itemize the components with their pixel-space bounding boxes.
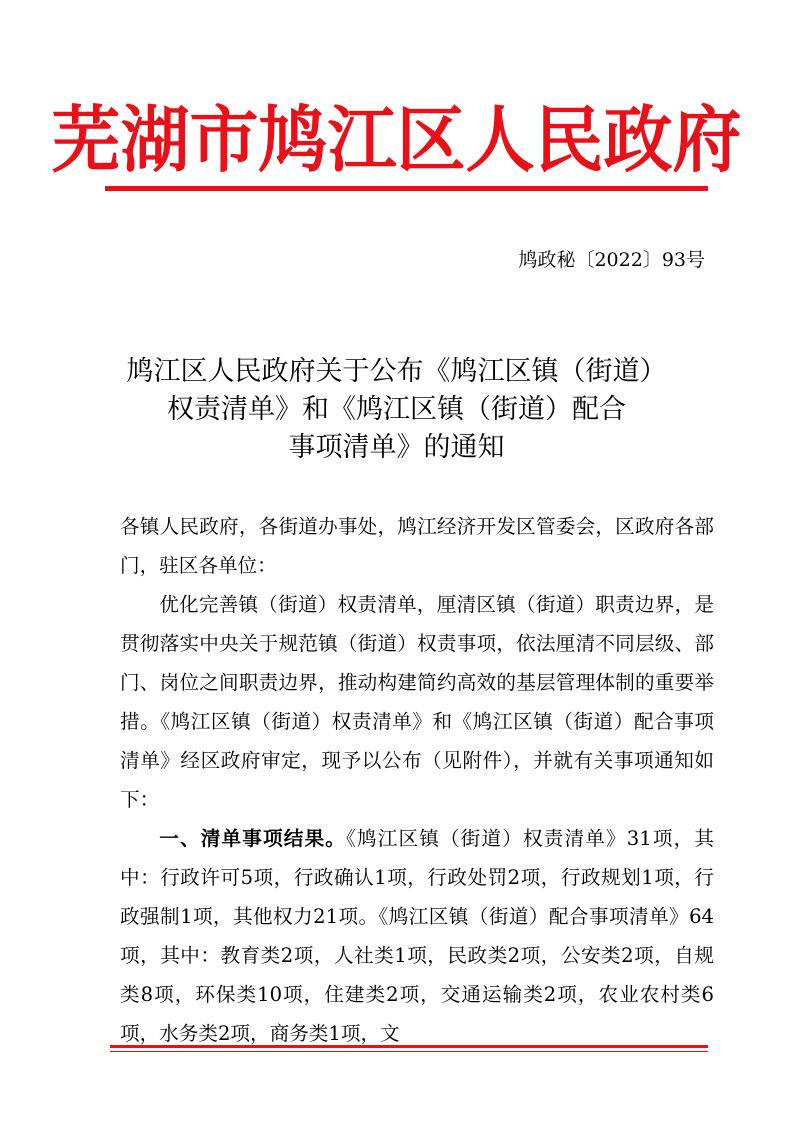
title-line-1: 鸠江区人民政府关于公布《鸠江区镇（街道）	[126, 356, 667, 387]
footer-red-line-thick	[110, 1045, 708, 1048]
footer-red-separator	[110, 1045, 708, 1052]
issuing-authority-name: 芜湖市鸠江区人民政府	[51, 99, 742, 183]
title-line-2: 权责清单》和《鸠江区镇（街道）配合	[167, 394, 626, 425]
intro-paragraph: 优化完善镇（街道）权责清单，厘清区镇（街道）职责边界，是贯彻落实中央关于规范镇（街道）权责事项，依法厘清不同层级、部门、岗位之间职责边界，推动构建简约高效的基层管理体制的重要举措。《鸠江区镇（街道）权责清单》和《鸠江区镇（街道）配合事项清单》经区政府审定，现予以公布（见附件），并就有关事项通知如下：	[120, 593, 714, 811]
document-number: 鸠政秘〔2022〕93号	[518, 249, 705, 271]
header-red-separator	[105, 186, 708, 191]
issuing-authority-header	[0, 96, 793, 186]
section-1-paragraph	[120, 819, 714, 1053]
section-1-heading: 一、清单事项结果。	[159, 827, 346, 850]
document-title	[80, 353, 713, 467]
footer-red-line-thin	[110, 1051, 708, 1052]
title-line-3: 事项清单》的通知	[288, 432, 505, 463]
addressee-paragraph: 各镇人民政府，各街道办事处，鸠江经济开发区管委会，区政府各部门，驻区各单位：	[120, 515, 714, 577]
document-body	[120, 507, 714, 1053]
section-1-text: 《鸠江区镇（街道）权责清单》31项，其中：行政许可5项，行政确认1项，行政处罚2项，行政规划1项，行政强制1项，其他权力21项。《鸠江区镇（街道）配合事项清单》64项，其中：教育类2项，人社类1项，民政类2项，公安类2项，自规类8项，环保类10项，住建类2项，交通运输类2项，农业农村类6项，水务类2项，商务类1项，文	[120, 827, 714, 1045]
